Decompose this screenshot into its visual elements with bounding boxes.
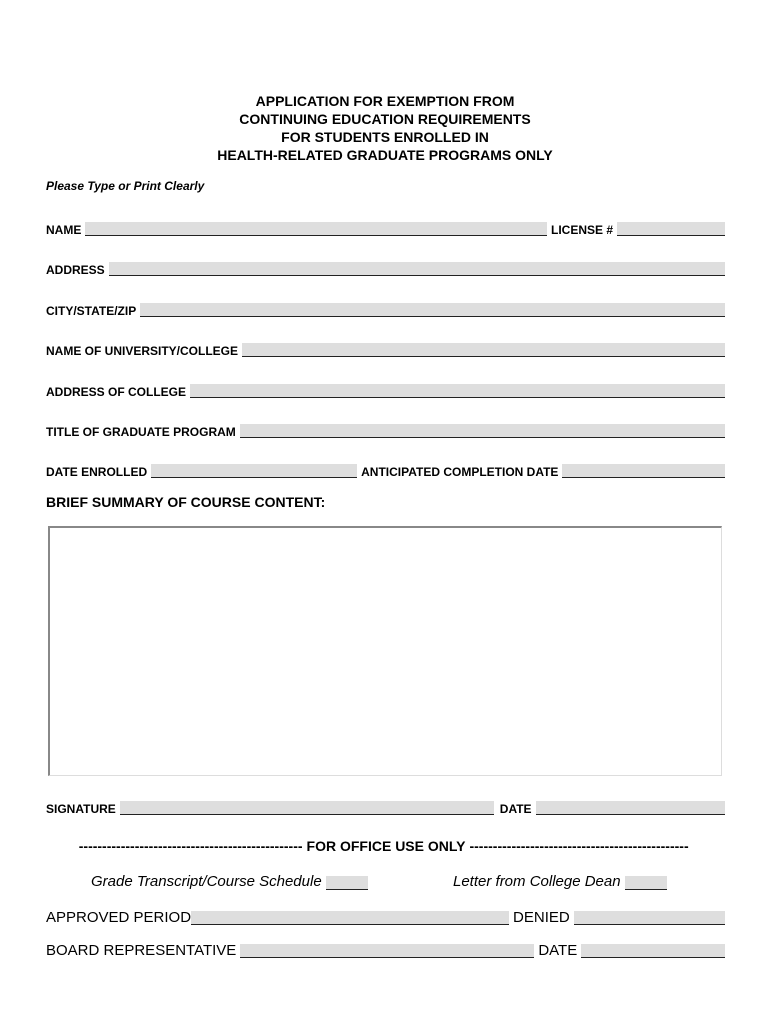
grade-transcript-field[interactable] xyxy=(326,876,368,890)
course-summary-textarea[interactable] xyxy=(48,526,722,776)
title-line-3: FOR STUDENTS ENROLLED IN xyxy=(281,129,489,145)
letter-dean-field[interactable] xyxy=(625,876,667,890)
college-address-row xyxy=(46,381,725,399)
signature-field[interactable] xyxy=(120,801,494,815)
city-state-zip-label: CITY/STATE/ZIP xyxy=(46,304,137,318)
program-title-row xyxy=(46,421,725,439)
program-title-field[interactable] xyxy=(240,424,725,438)
denied-field[interactable] xyxy=(574,911,725,925)
university-field[interactable] xyxy=(242,343,725,357)
board-rep-row xyxy=(46,941,725,959)
license-label: LICENSE # xyxy=(550,223,613,237)
office-date-field[interactable] xyxy=(581,944,725,958)
university-row xyxy=(46,340,725,358)
completion-date-field[interactable] xyxy=(562,464,725,478)
office-dash-left: ------------------------------------------------ xyxy=(78,838,303,854)
license-field[interactable] xyxy=(617,222,725,236)
signature-date-field[interactable] xyxy=(536,801,725,815)
city-state-zip-field[interactable] xyxy=(140,303,725,317)
completion-date-label: ANTICIPATED COMPLETION DATE xyxy=(361,465,559,479)
board-rep-field[interactable] xyxy=(240,944,534,958)
grade-transcript-label: Grade Transcript/Course Schedule xyxy=(91,873,322,890)
letter-dean-item xyxy=(453,873,667,890)
city-state-zip-row xyxy=(46,300,725,318)
grade-transcript-item xyxy=(91,873,368,890)
signature-label: SIGNATURE xyxy=(46,802,116,816)
college-address-field[interactable] xyxy=(190,384,725,398)
signature-row xyxy=(46,798,725,816)
address-label: ADDRESS xyxy=(46,263,105,277)
college-address-label: ADDRESS OF COLLEGE xyxy=(46,385,187,399)
form-title xyxy=(0,92,770,164)
date-enrolled-label: DATE ENROLLED xyxy=(46,465,148,479)
university-label: NAME OF UNIVERSITY/COLLEGE xyxy=(46,344,239,358)
office-dash-right: ----------------------------------------------- xyxy=(469,838,689,854)
office-use-heading: FOR OFFICE USE ONLY xyxy=(306,838,466,854)
name-license-row xyxy=(46,219,725,237)
office-use-divider xyxy=(46,838,726,854)
letter-dean-label: Letter from College Dean xyxy=(453,873,621,890)
name-label: NAME xyxy=(46,223,82,237)
date-enrolled-field[interactable] xyxy=(151,464,357,478)
address-row xyxy=(46,259,725,277)
program-title-label: TITLE OF GRADUATE PROGRAM xyxy=(46,425,236,439)
title-line-1: APPLICATION FOR EXEMPTION FROM xyxy=(255,93,515,109)
dates-row xyxy=(46,461,725,479)
approved-period-field[interactable] xyxy=(191,911,509,925)
summary-heading: BRIEF SUMMARY OF COURSE CONTENT: xyxy=(46,494,326,510)
instructions-text: Please Type or Print Clearly xyxy=(46,179,205,193)
address-field[interactable] xyxy=(109,262,725,276)
approved-period-label: APPROVED PERIOD xyxy=(46,909,192,926)
title-line-2: CONTINUING EDUCATION REQUIREMENTS xyxy=(239,111,531,127)
approved-row xyxy=(46,908,725,926)
signature-date-label: DATE xyxy=(499,802,532,816)
title-line-4: HEALTH-RELATED GRADUATE PROGRAMS ONLY xyxy=(217,147,553,163)
board-rep-label: BOARD REPRESENTATIVE xyxy=(46,942,237,959)
office-date-label: DATE xyxy=(538,942,578,959)
name-field[interactable] xyxy=(85,222,547,236)
denied-label: DENIED xyxy=(513,909,570,926)
